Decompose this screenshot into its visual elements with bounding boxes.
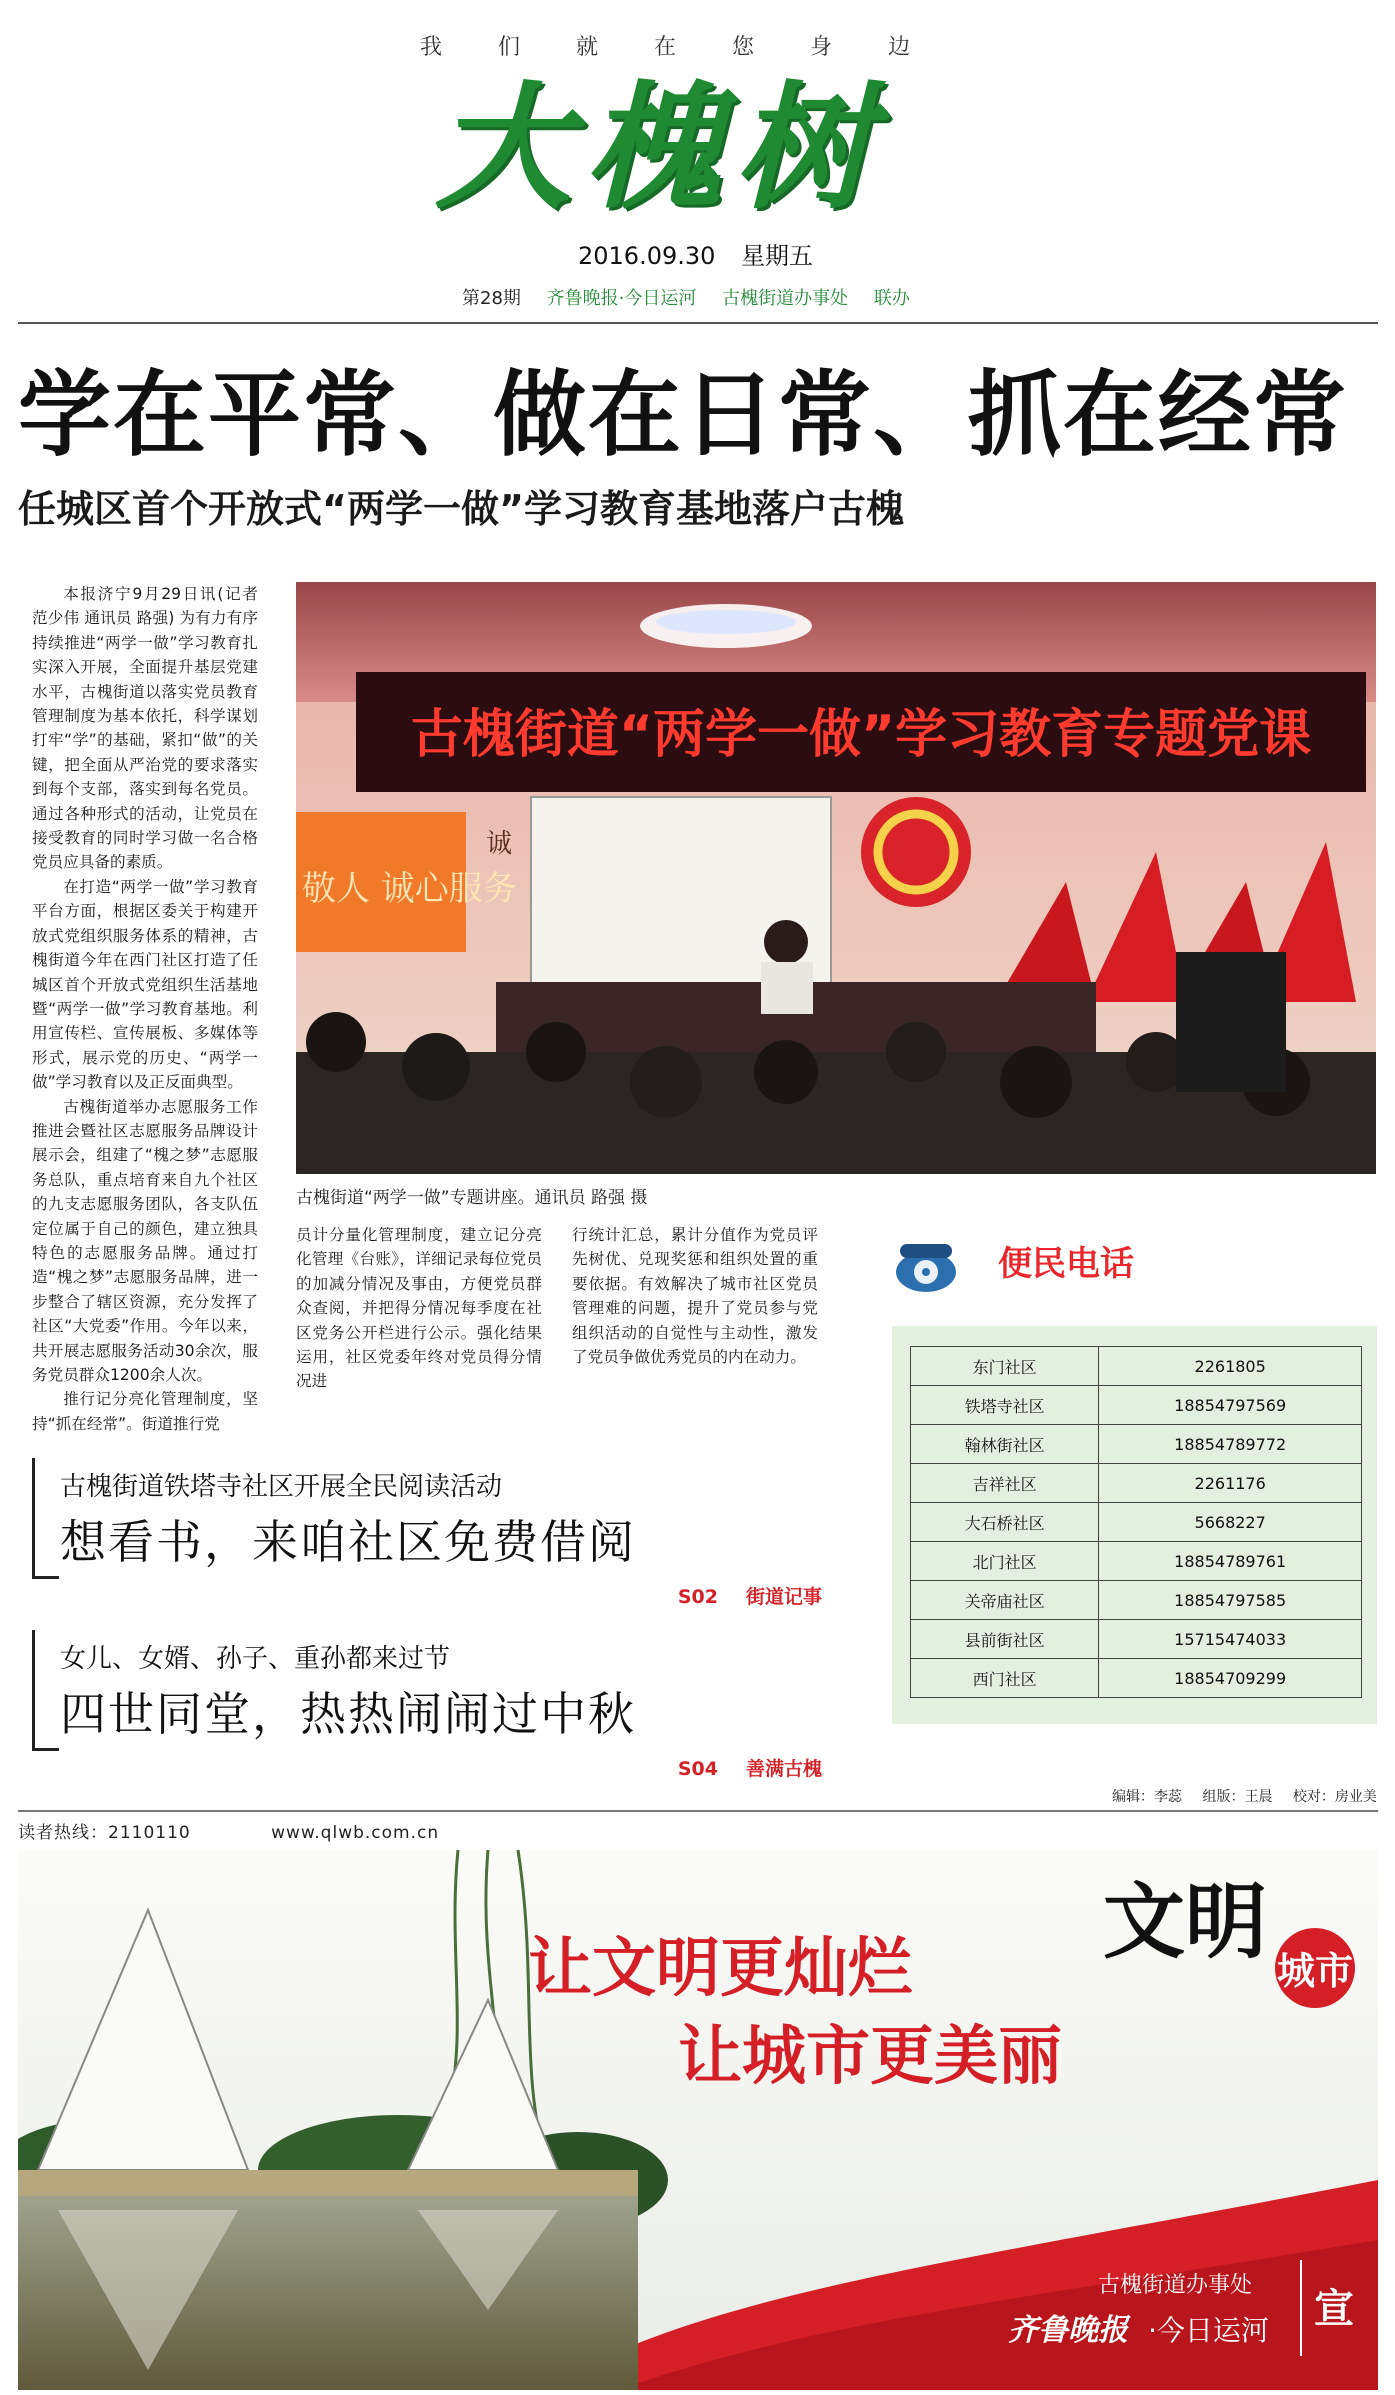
phone-number[interactable]: 18854797569 bbox=[1099, 1386, 1362, 1425]
ad-badge-main: 文明 bbox=[1103, 1874, 1268, 1970]
community-name: 翰林街社区 bbox=[911, 1425, 1099, 1464]
sponsor-paper: 齐鲁晚报·今日运河 bbox=[546, 288, 697, 309]
lecture-photo bbox=[296, 582, 1376, 1174]
issue-info bbox=[462, 284, 910, 310]
article-paragraph: 员计分量化管理制度，建立记分亮化管理《台账》，详细记录每位党员的加减分情况及事由，方便党员群众查阅，并把得分情况每季度在社区党务公开栏进行公示。强化结果运用，社区党委年终对党员得分情况进 bbox=[296, 1226, 542, 1391]
civilization-ad bbox=[18, 1850, 1378, 2390]
phone-directory-panel bbox=[892, 1326, 1377, 1724]
article-paragraph: 本报济宁9月29日讯(记者 范少伟 通讯员 路强) 为有力有序持续推进“两学一做”学习教育扎实深入开展，全面提升基层党建水平，古槐街道以落实党员教育管理制度为基本依托，科学谋划打牢“学”的基础，紧扣“做”的关键，把全面从严治党的要求落实到每个支部，落实到每名党员。通过各种形式的活动，让党员在接受教育的同时学习做一名合格党员应具备的素质。 bbox=[32, 585, 258, 872]
community-name: 北门社区 bbox=[911, 1542, 1099, 1581]
article-paragraph: 行统计汇总，累计分值作为党员评先树优、兑现奖惩和组织处置的重要依据。有效解决了城市社区党员管理难的问题，提升了党员参与党组织活动的自觉性与主动性，激发了党员争做优秀党员的内在动力。 bbox=[572, 1226, 818, 1367]
ad-slogan-1: 让文明更灿烂 bbox=[528, 1932, 912, 2006]
phone-row bbox=[911, 1425, 1362, 1464]
phone-number[interactable]: 2261805 bbox=[1099, 1347, 1362, 1386]
article-paragraph: 在打造“两学一做”学习教育平台方面，根据区委关于构建开放式党组织服务体系的精神，古槐街道今年在西门社区打造了任城区首个开放式党组织生活基地暨“两学一做”学习教育基地。利用宣传栏、宣传展板、多媒体等形式，展示党的历史、“两学一做”学习教育以及正反面典型。 bbox=[32, 877, 258, 1092]
teaser-page-tag[interactable]: S04 善满古槐 bbox=[677, 1758, 822, 1780]
ad-stamp: 宣 bbox=[1314, 2286, 1354, 2332]
layout-credit: 组版：王晨 bbox=[1202, 1789, 1273, 1805]
community-name: 东门社区 bbox=[911, 1347, 1099, 1386]
phone-row bbox=[911, 1542, 1362, 1581]
teaser-midautumn[interactable] bbox=[32, 1630, 822, 1792]
website-link[interactable]: www.qlwb.com.cn bbox=[271, 1823, 440, 1843]
phone-row bbox=[911, 1659, 1362, 1698]
community-name: 吉祥社区 bbox=[911, 1464, 1099, 1503]
newspaper-logo: 大槐树 bbox=[435, 68, 885, 228]
phone-directory-table bbox=[910, 1346, 1362, 1698]
article-paragraph: 古槐街道举办志愿服务工作推进会暨社区志愿服务品牌设计展示会，组建了“槐之梦”志愿服务总队，重点培育来自九个社区的九支志愿服务团队，各支队伍定位属于自己的颜色，建立独具特色的志愿服务品牌。通过打造“槐之梦”志愿服务品牌，进一步整合了辖区资源，充分发挥了社区“大党委”作用。今年以来，共开展志愿服务活动30余次，服务党员群众1200余人次。 bbox=[32, 1097, 258, 1384]
phone-row bbox=[911, 1386, 1362, 1425]
dateline bbox=[578, 236, 831, 271]
ad-badge-sub: 城市 bbox=[1276, 1949, 1354, 1993]
community-name: 关帝庙社区 bbox=[911, 1581, 1099, 1620]
community-name: 西门社区 bbox=[911, 1659, 1099, 1698]
telephone-icon bbox=[890, 1232, 962, 1296]
issue-date: 2016.09.30 bbox=[578, 242, 716, 270]
footer-divider bbox=[18, 1810, 1378, 1812]
hotline-number: 读者热线：2110110 bbox=[18, 1823, 191, 1843]
sponsor-joint: 联办 bbox=[873, 288, 910, 309]
issue-weekday: 星期五 bbox=[741, 242, 814, 270]
teaser-page-tag[interactable]: S02 街道记事 bbox=[677, 1586, 822, 1608]
teaser-reading[interactable] bbox=[32, 1458, 822, 1620]
phone-row bbox=[911, 1464, 1362, 1503]
teaser-kicker: 女儿、女婿、孙子、重孙都来过节 bbox=[60, 1644, 451, 1674]
reader-hotline bbox=[18, 1818, 439, 1843]
ad-paper-name-2: ·今日运河 bbox=[1148, 2314, 1269, 2347]
phone-directory-title: 便民电话 bbox=[998, 1244, 1134, 1284]
phone-number[interactable]: 18854797585 bbox=[1099, 1581, 1362, 1620]
teaser-kicker: 古槐街道铁塔寺社区开展全民阅读活动 bbox=[60, 1472, 503, 1502]
ad-paper-name: 齐鲁晚报 bbox=[1008, 2313, 1128, 2348]
ad-slogan-2: 让城市更美丽 bbox=[678, 2020, 1062, 2094]
teaser-title: 想看书，来咱社区免费借阅 bbox=[60, 1515, 636, 1569]
issue-number: 第28期 bbox=[462, 288, 521, 309]
phone-row bbox=[911, 1581, 1362, 1620]
masthead-divider bbox=[18, 322, 1378, 324]
community-name: 铁塔寺社区 bbox=[911, 1386, 1099, 1425]
phone-row bbox=[911, 1347, 1362, 1386]
phone-number[interactable]: 18854789772 bbox=[1099, 1425, 1362, 1464]
phone-row bbox=[911, 1503, 1362, 1542]
article-column-1 bbox=[32, 582, 258, 1436]
sub-headline: 任城区首个开放式“两学一做”学习教育基地落户古槐 bbox=[18, 487, 904, 531]
led-banner-text: 古槐街道“两学一做”学习教育专题党课 bbox=[410, 705, 1312, 765]
community-name: 县前街社区 bbox=[911, 1620, 1099, 1659]
phone-number[interactable]: 18854709299 bbox=[1099, 1659, 1362, 1698]
wall-sign-text: 敬人 诚心服务 bbox=[302, 869, 517, 909]
phone-number[interactable]: 18854789761 bbox=[1099, 1542, 1362, 1581]
phone-number[interactable]: 5668227 bbox=[1099, 1503, 1362, 1542]
phone-number[interactable]: 2261176 bbox=[1099, 1464, 1362, 1503]
phone-row bbox=[911, 1620, 1362, 1659]
ad-organizer: 古槐街道办事处 bbox=[1098, 2273, 1253, 2298]
editor-credits bbox=[1096, 1786, 1377, 1806]
photo-caption: 古槐街道“两学一做”专题讲座。通讯员 路强 摄 bbox=[296, 1188, 648, 1208]
article-paragraph: 推行记分亮化管理制度，坚持“抓在经常”。街道推行党 bbox=[32, 1390, 258, 1433]
sponsor-office: 古槐街道办事处 bbox=[722, 288, 849, 309]
main-headline: 学在平常、做在日常、抓在经常 bbox=[18, 361, 1348, 469]
editor-credit: 编辑：李蕊 bbox=[1112, 1789, 1182, 1805]
phone-number[interactable]: 15715474033 bbox=[1099, 1620, 1362, 1659]
article-column-3 bbox=[572, 1223, 818, 1369]
article-column-2 bbox=[296, 1223, 542, 1394]
masthead-motto: 我们就在您身边 bbox=[420, 35, 967, 60]
proof-credit: 校对：房业美 bbox=[1292, 1789, 1377, 1805]
wall-sign-char: 诚 bbox=[486, 829, 513, 859]
community-name: 大石桥社区 bbox=[911, 1503, 1099, 1542]
teaser-title: 四世同堂，热热闹闹过中秋 bbox=[60, 1687, 636, 1741]
